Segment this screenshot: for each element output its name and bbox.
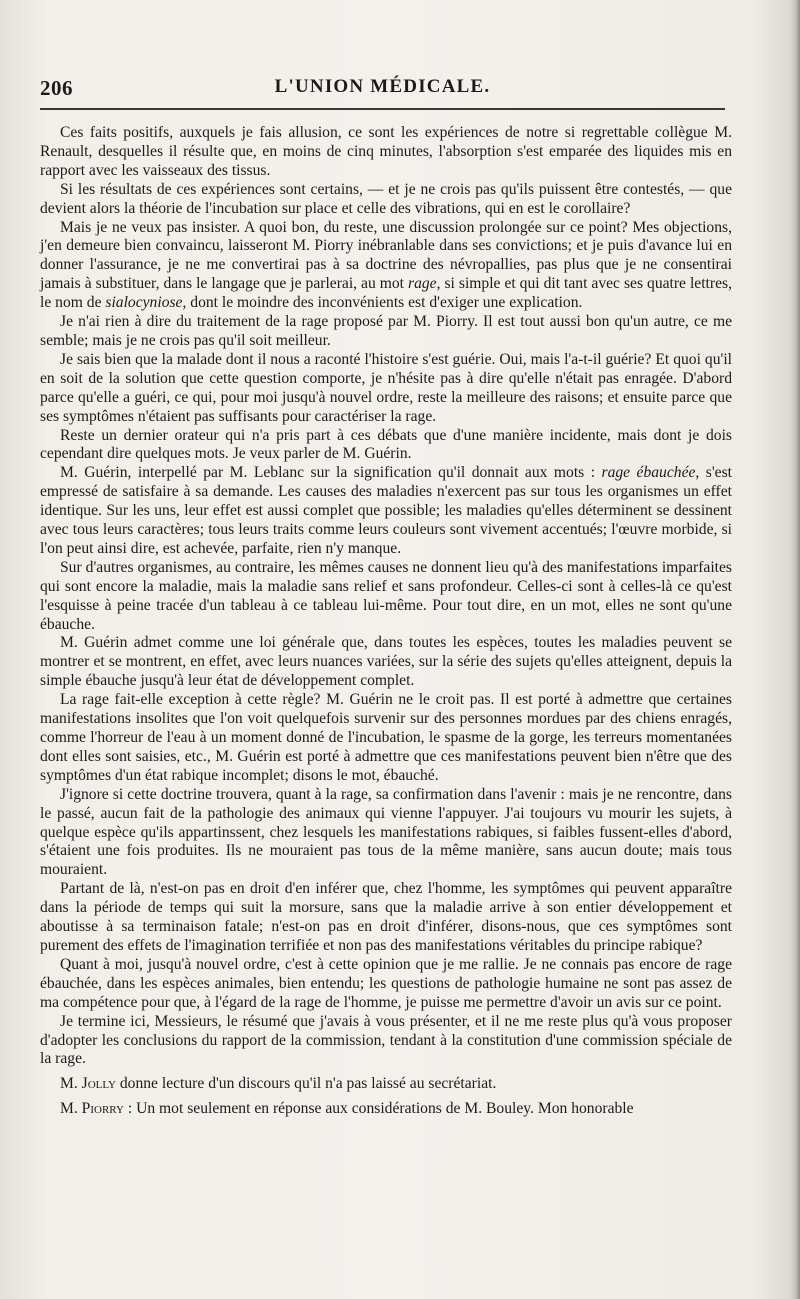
text-run: , si simple et qui dit tant avec ses quatre lettres, le nom de [40,275,732,312]
paragraph [40,1013,732,1070]
text-run: Je termine ici, Messieurs, le résumé que j'avais à vous présenter, et il ne me reste plus qu'à vous proposer d'adopter les conclusions du rapport de la commission, tendant à la constitution d'une commission spéciale de la rage. [40,1012,732,1068]
paragraph [40,464,732,559]
text-run: Mais je ne veux pas insister. A quoi bon, du reste, une discussion prolongée sur ce point? Mes objections, j'en demeure bien convaincu, laisseront M. Piorry inébranlable dans ses convictions; et je puis d'avance lui en donner l'assurance, je ne me convertirai pas à sa doctrine des névropallies, pas plus que je ne consentirai jamais à substituer, dans le langage que je parlerai, au mot [40,218,732,293]
paragraph [40,956,732,1013]
italic-term: rage ébauchée [601,464,696,482]
italic-term: sialocyniose [105,294,183,312]
speaker-name: Jolly [81,1075,116,1093]
running-title: L'UNION MÉDICALE. [274,76,491,97]
text-run: Je n'ai rien à dire du traitement de la rage proposé par M. Piorry. Il est tout aussi bon qu'un autre, ce me semble; mais je ne crois pas qu'il soit meilleur. [40,313,732,349]
text-run: J'ignore si cette doctrine trouvera, quant à la rage, sa confirmation dans l'avenir : mais je ne rencontre, dans le passé, aucun fait de la pathologie des animaux qui vienne l'appuyer. J'ai toujours vu mourir les sujets, à quelque espèce qu'ils appartinssent, chez lesquels les manifestations rabiques, si faibles fussent-elles d'abord, s'étaient une fois produites. Ils ne mouraient pas tous de la même manière, sans aucun doute; mais tous mouraient. [40,785,732,879]
text-run: Partant de là, n'est-on pas en droit d'en inférer que, chez l'homme, les symptômes qui peuvent apparaître dans la période de temps qui suit la morsure, sans que la maladie arrive à son entier développement et aboutisse à sa terminaison fatale; n'est-on pas en droit d'inférer, disons-nous, que ces symptômes sont purement des effets de l'imagination terrifiée et non pas des manifestations véritables du principe rabique? [40,880,732,954]
text-run: Quant à moi, jusqu'à nouvel ordre, c'est à cette opinion que je me rallie. Je ne connais pas encore de rage ébauchée, dans les espèces animales, bien entendu; les questions de pathologie humaine ne sont pas assez de ma compétence pour que, à l'égard de la rage de l'homme, je puisse me permettre d'avoir un avis sur ce point. [40,955,732,1011]
text-run: M. Guérin, interpellé par M. Leblanc sur la signification qu'il donnait aux mots : [60,464,602,482]
paragraph [40,351,732,427]
text-run: Reste un dernier orateur qui n'a pris part à ces débats que d'une manière incidente, mais dont je dois cependant dire quelques mots. Je veux parler de M. Guérin. [40,426,732,463]
text-run: Sur d'autres organismes, au contraire, les mêmes causes ne donnent lieu qu'à des manifestations imparfaites qui sont encore la maladie, mais la maladie sans relief et sans profondeur. Celles-ci sont à celles-là ce qu'est l'esquisse à peine tracée d'un tableau à ce tableau lui-même. Pour tout dire, en un mot, elles ne sont qu'une ébauche. [40,558,732,633]
paragraph [40,313,732,351]
text-run: Je sais bien que la malade dont il nous a raconté l'histoire s'est guérie. Oui, mais l'a-t-il guérie? Et quoi qu'il en soit de la solution que cette question comporte, je n'hésite pas à dire qu'elle n'était pas enragée. D'abord parce qu'elle a guéri, ce qui, pour moi jusqu'à nouvel ordre, reste la meilleure des raisons; et ensuite parce que ses symptômes n'étaient pas suffisants pour caractériser la rage. [40,350,732,425]
page-number: 206 [40,76,73,100]
paragraph [40,880,732,956]
text-run: Si les résultats de ces expériences sont certains, — et je ne crois pas qu'ils puissent être contestés, — que devient alors la théorie de l'incubation sur place et celle des vibrations, qui en est le corollaire? [40,180,732,217]
page-header [40,76,725,102]
paragraph [40,691,732,786]
paragraph [40,786,732,881]
text-run: M. Guérin admet comme une loi générale que, dans toutes les espèces, toutes les maladies peuvent se montrer et se montrent, en effet, avec leurs nuances variées, sur la série des sujets qu'elles atteignent, depuis la simple ébauche jusqu'à leur état de développement complet. [40,634,732,690]
page-edge-shadow [790,0,800,1299]
text-run: Ces faits positifs, auxquels je fais allusion, ce sont les expériences de notre si regrettable collègue M. Renault, desquelles il résulte que, en moins de cinq minutes, l'absorption s'est emparée des liquides mis en rapport avec les vaisseaux des tissus. [40,124,732,179]
header-rule [40,108,725,110]
paragraph [40,124,732,181]
body-text [40,124,732,1119]
text-run: M. [60,1100,82,1118]
paragraph [40,559,732,635]
paragraph [40,1075,732,1094]
paragraph [40,427,732,465]
speaker-name: Piorry [81,1100,124,1118]
text-run: donne lecture d'un discours qu'il n'a pas laissé au secrétariat. [115,1075,497,1093]
text-run: La rage fait-elle exception à cette règle? M. Guérin ne le croit pas. Il est porté à admettre que certaines manifestations insolites que l'on voit quelquefois survenir sur des personnes mordues par des chiens enragés, comme l'horreur de l'eau à un moment donné de l'incubation, le spasme de la gorge, les terreurs momentanées dont elles sont saisies, etc., M. Guérin est porté à admettre que ces manifestations peuvent bien n'être que des symptômes d'un état rabique incomplet; disons le mot, ébauché. [40,691,732,784]
text-run: , s'est empressé de satisfaire à sa demande. Les causes des maladies n'exercent pas sur tous les organismes un effet identique. Sur les uns, leur effet est aussi complet que possible; les maladies qu'elles déterminent se dessinent avec tous leurs caractères; tous leurs traits comme leurs couleurs sont vivement accentués; l'œuvre morbide, si l'on peut ainsi dire, est achevée, parfaite, rien n'y manque. [40,464,732,557]
text-run: , dont le moindre des inconvénients est d'exiger une explication. [182,294,583,312]
italic-term: rage [408,275,437,293]
paragraph [40,1100,732,1119]
paragraph [40,181,732,219]
text-run: M. [60,1075,82,1093]
text-run: : Un mot seulement en réponse aux considérations de M. Bouley. Mon honorable [123,1100,634,1118]
paragraph [40,219,732,314]
paragraph [40,634,732,691]
